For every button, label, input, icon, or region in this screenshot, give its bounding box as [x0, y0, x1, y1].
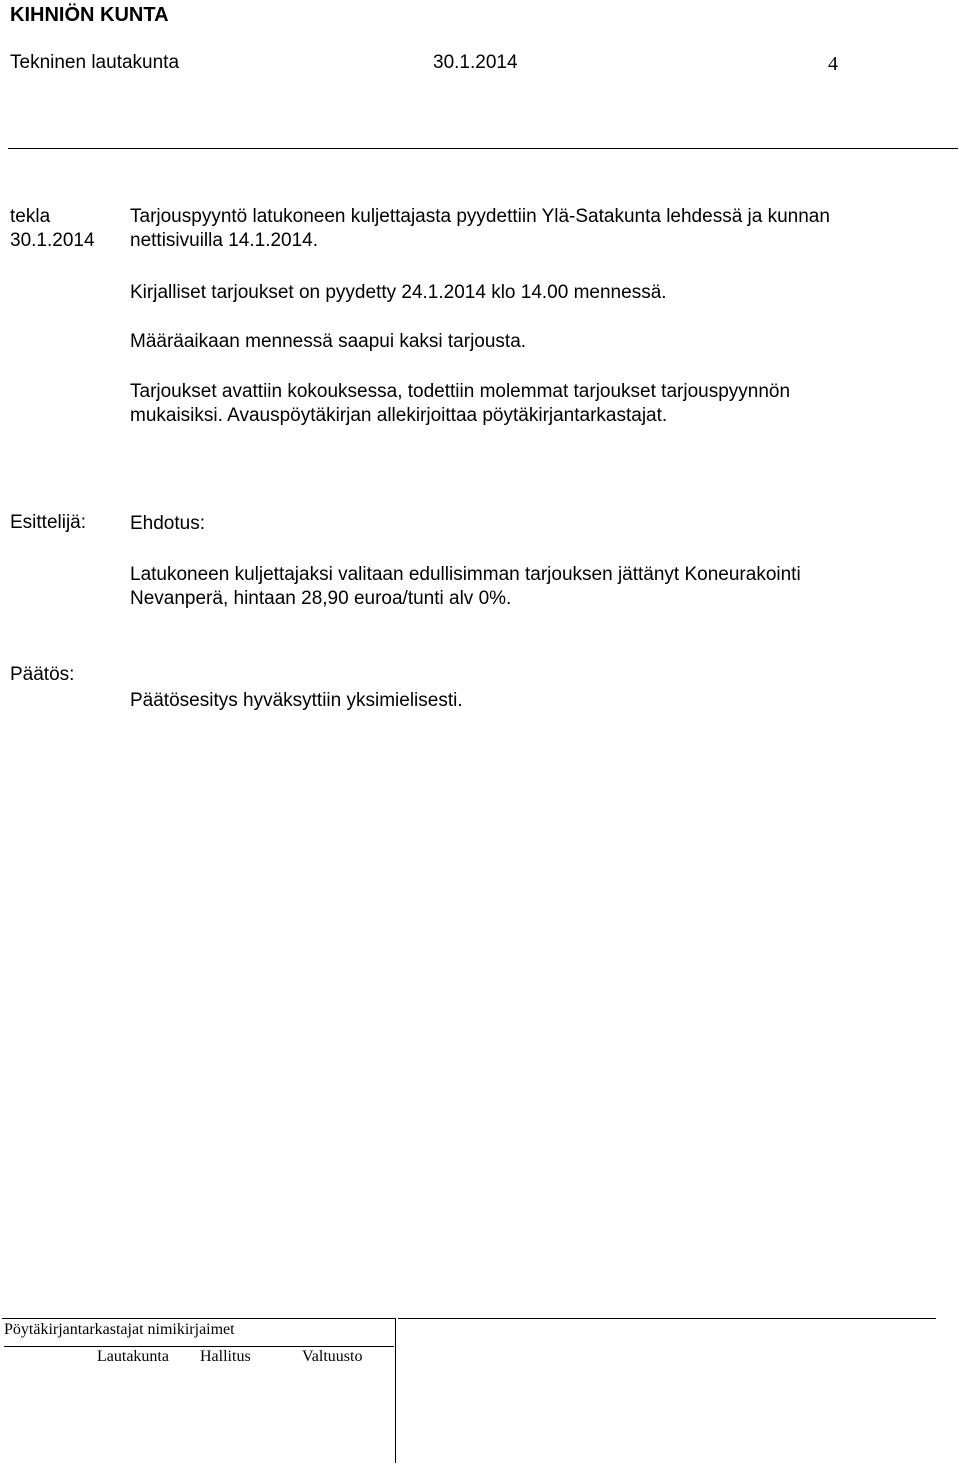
- paragraph-line: Tarjoukset avattiin kokouksessa, todettiin molemmat tarjoukset tarjouspyynnön: [130, 381, 791, 402]
- paragraph-3: [130, 330, 526, 354]
- signature-column-hallitus: Hallitus: [200, 1348, 251, 1365]
- meeting-date: 30.1.2014: [433, 52, 518, 73]
- footer-divider: [398, 1318, 936, 1319]
- footer-title-divider: [4, 1346, 394, 1347]
- signature-column-lautakunta: Lautakunta: [97, 1348, 169, 1365]
- paragraph-1: [130, 205, 830, 253]
- presenter-label: Esittelijä:: [10, 512, 87, 533]
- paragraph-line: Kirjalliset tarjoukset on pyydetty 24.1.2014 klo 14.00 mennessä.: [130, 282, 667, 303]
- decision-text: Päätösesitys hyväksyttiin yksimielisesti.: [130, 690, 463, 711]
- footer-signature-box: [2, 1318, 396, 1463]
- paragraph-line: Määräaikaan mennessä saapui kaksi tarjousta.: [130, 331, 527, 352]
- section-reference: [10, 205, 95, 253]
- committee-name: Tekninen lautakunta: [10, 52, 180, 73]
- proposal-line: Nevanperä, hintaan 28,90 euroa/tunti alv 0%.: [130, 587, 512, 609]
- paragraph-4: [130, 380, 790, 428]
- proposal-text: [130, 563, 801, 611]
- header-divider: [8, 148, 958, 149]
- paragraph-line: Tarjouspyyntö latukoneen kuljettajasta pyydettiin Ylä-Satakunta lehdessä ja kunnan: [130, 206, 830, 227]
- footer-title: Pöytäkirjantarkastajat nimikirjaimet: [4, 1321, 235, 1338]
- paragraph-line: nettisivuilla 14.1.2014.: [130, 229, 319, 251]
- decision-label: Päätös:: [10, 664, 75, 685]
- paragraph-2: [130, 281, 667, 305]
- signature-column-valtuusto: Valtuusto: [302, 1348, 363, 1365]
- paragraph-line: mukaisiksi. Avauspöytäkirjan allekirjoittaa pöytäkirjantarkastajat.: [130, 404, 668, 426]
- proposal-line: Latukoneen kuljettajaksi valitaan edullisimman tarjouksen jättänyt Koneurakointi: [130, 564, 801, 585]
- section-date: 30.1.2014: [10, 229, 95, 251]
- page-number: 4: [828, 53, 838, 75]
- section-code: tekla: [10, 206, 51, 227]
- organization-name: KIHNIÖN KUNTA: [10, 4, 169, 26]
- proposal-heading: Ehdotus:: [130, 513, 205, 534]
